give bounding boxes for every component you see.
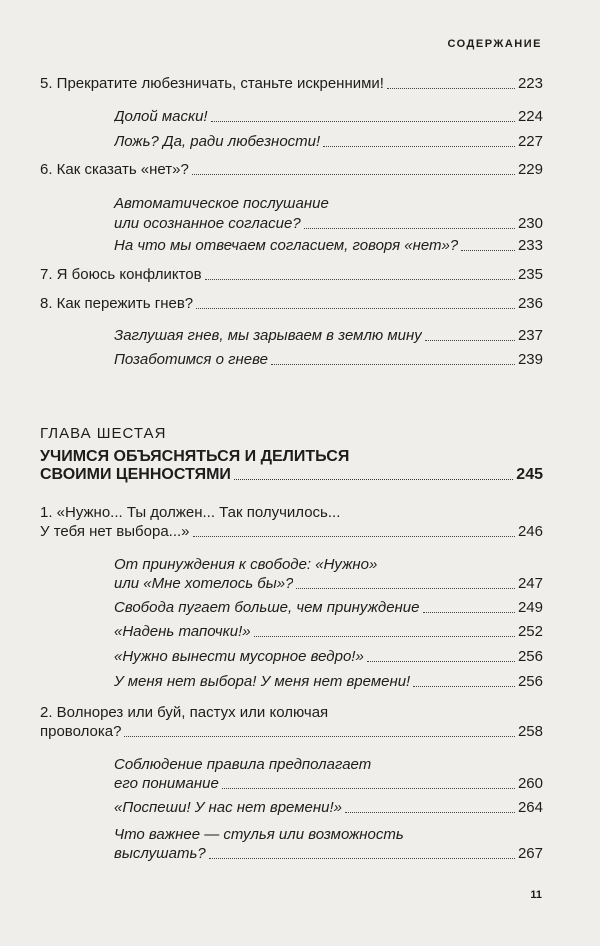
toc-entry-page: 237 [517, 327, 543, 344]
leader-dots [234, 479, 513, 480]
toc-entry-page: 235 [517, 266, 543, 283]
chapter-page: 245 [516, 466, 543, 483]
toc-entry-page: 229 [517, 161, 543, 178]
leader-dots [413, 686, 515, 687]
toc-entry[interactable] [40, 294, 543, 314]
toc-entry-page: 260 [517, 775, 543, 792]
toc-entry-title: На что мы отвечаем согласием, говоря «нет»? [114, 237, 459, 254]
toc-entry-title: 7. Я боюсь конфликтов [40, 266, 202, 283]
toc-entry-title: 8. Как пережить гнев? [40, 295, 194, 312]
running-header: СОДЕРЖАНИЕ [447, 38, 542, 50]
leader-dots [304, 228, 515, 229]
leader-dots [461, 250, 515, 251]
toc-entry-page: 233 [517, 237, 543, 254]
toc-entry-page: 239 [517, 351, 543, 368]
toc-entry-title: 5. Прекратите любезничать, станьте искренними! [40, 75, 384, 92]
toc-entry-page: 224 [517, 108, 543, 125]
toc-entry-title: его понимание [114, 775, 219, 792]
toc-entry-title: проволока? [40, 723, 122, 740]
toc-subentry[interactable] [114, 350, 543, 370]
leader-dots [254, 636, 515, 637]
toc-subentry[interactable] [114, 598, 543, 618]
toc-entry-title: Долой маски! [114, 108, 208, 125]
leader-dots [387, 88, 515, 89]
leader-dots [192, 174, 515, 175]
toc-subentry[interactable] [114, 844, 543, 864]
toc-entry-title: Свобода пугает больше, чем принуждение [114, 599, 420, 616]
toc-entry-page: 246 [517, 523, 543, 540]
toc-entry-page: 252 [517, 623, 543, 640]
toc-subentry[interactable] [114, 574, 543, 594]
leader-dots [205, 279, 515, 280]
toc-entry-line1: 1. «Нужно... Ты должен... Так получилось... [40, 504, 341, 521]
toc-entry-title: Позаботимся о гневе [114, 351, 268, 368]
toc-subentry-line1: Что важнее — стулья или возможность [114, 826, 404, 843]
toc-entry-title: Ложь? Да, ради любезности! [114, 133, 321, 150]
chapter-entry[interactable] [40, 464, 543, 486]
toc-entry-page: 267 [517, 845, 543, 862]
toc-entry-title: Заглушая гнев, мы зарываем в землю мину [114, 327, 422, 344]
toc-entry-title: У тебя нет выбора...» [40, 523, 190, 540]
toc-entry-title: или «Мне хотелось бы»? [114, 575, 294, 592]
toc-entry-page: 256 [517, 648, 543, 665]
toc-subentry[interactable] [114, 672, 543, 692]
leader-dots [345, 812, 515, 813]
toc-entry[interactable] [40, 522, 543, 542]
toc-entry-title: «Поспеши! У нас нет времени!» [114, 799, 342, 816]
toc-entry-title: 6. Как сказать «нет»? [40, 161, 189, 178]
leader-dots [367, 661, 515, 662]
toc-subentry[interactable] [114, 622, 543, 642]
toc-entry-page: 236 [517, 295, 543, 312]
toc-entry-title: или осознанное согласие? [114, 215, 301, 232]
leader-dots [271, 364, 515, 365]
toc-subentry-line1: Соблюдение правила предполагает [114, 756, 372, 773]
toc-entry-page: 258 [517, 723, 543, 740]
chapter-title-line2: СВОИМИ ЦЕННОСТЯМИ [40, 466, 231, 483]
toc-entry-page: 264 [517, 799, 543, 816]
toc-entry-title: У меня нет выбора! У меня нет времени! [114, 673, 411, 690]
leader-dots [209, 858, 515, 859]
chapter-label: ГЛАВА ШЕСТАЯ [40, 425, 167, 442]
toc-subentry[interactable] [114, 132, 543, 152]
toc-entry-page: 249 [517, 599, 543, 616]
toc-subentry[interactable] [114, 647, 543, 667]
toc-entry-page: 256 [517, 673, 543, 690]
toc-subentry[interactable] [114, 236, 543, 256]
toc-subentry-line1: Автоматическое послушание [114, 195, 329, 212]
toc-subentry[interactable] [114, 214, 543, 234]
leader-dots [211, 121, 515, 122]
toc-entry-line1: 2. Волнорез или буй, пастух или колючая [40, 704, 329, 721]
toc-entry-title: «Надень тапочки!» [114, 623, 251, 640]
toc-subentry-line1: От принуждения к свободе: «Нужно» [114, 556, 378, 573]
leader-dots [193, 536, 515, 537]
toc-entry-page: 230 [517, 215, 543, 232]
leader-dots [196, 308, 515, 309]
toc-entry-page: 247 [517, 575, 543, 592]
toc-subentry[interactable] [114, 774, 543, 794]
toc-entry[interactable] [40, 160, 543, 180]
toc-subentry[interactable] [114, 798, 543, 818]
leader-dots [222, 788, 515, 789]
toc-entry[interactable] [40, 722, 543, 742]
toc-subentry[interactable] [114, 326, 543, 346]
page-number: 11 [530, 889, 542, 901]
toc-entry-page: 227 [517, 133, 543, 150]
leader-dots [423, 612, 515, 613]
leader-dots [323, 146, 515, 147]
toc-entry[interactable] [40, 265, 543, 285]
leader-dots [124, 736, 515, 737]
chapter-title-line1: УЧИМСЯ ОБЪЯСНЯТЬСЯ И ДЕЛИТЬСЯ [40, 448, 350, 465]
leader-dots [425, 340, 515, 341]
toc-entry-page: 223 [517, 75, 543, 92]
toc-subentry[interactable] [114, 107, 543, 127]
toc-entry[interactable] [40, 74, 543, 94]
toc-entry-title: выслушать? [114, 845, 206, 862]
leader-dots [296, 588, 515, 589]
toc-entry-title: «Нужно вынести мусорное ведро!» [114, 648, 364, 665]
